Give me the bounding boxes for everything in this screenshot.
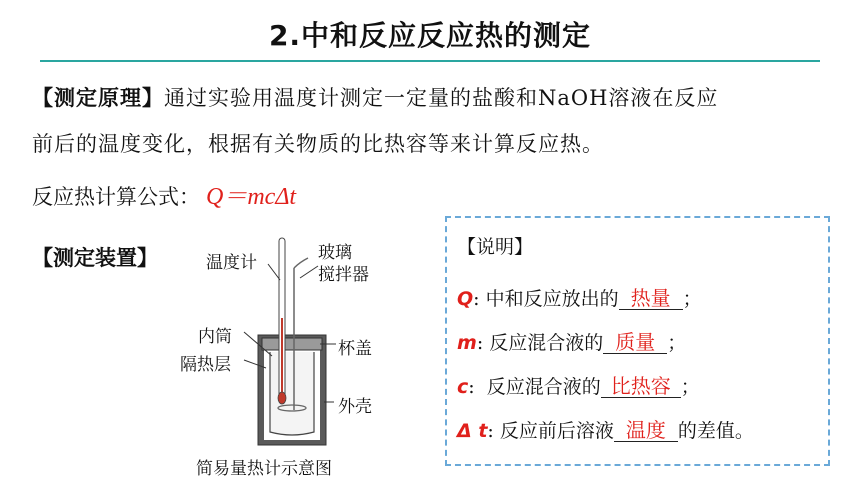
note-tail: 的差值。 bbox=[677, 420, 754, 442]
note-text: : 反应混合液的 bbox=[468, 376, 601, 398]
answer-blank: 温度 bbox=[614, 419, 678, 442]
note-heading: 【说明】 bbox=[457, 236, 534, 258]
principle-heading: 【测定原理】 bbox=[32, 86, 164, 110]
note-tail: ； bbox=[682, 288, 702, 310]
answer-blank: 质量 bbox=[603, 331, 667, 354]
answer-blank: 热量 bbox=[619, 287, 683, 310]
explanation-box bbox=[445, 216, 830, 466]
note-row-q bbox=[457, 284, 702, 311]
note-row-delta-t bbox=[457, 416, 754, 443]
label-thermometer: 温度计 bbox=[206, 253, 257, 273]
answer-blank: 比热容 bbox=[601, 375, 681, 398]
note-tail: ； bbox=[680, 376, 700, 398]
inner-cup bbox=[270, 352, 314, 435]
diagram-caption: 简易量热计示意图 bbox=[196, 459, 332, 479]
note-row-c bbox=[457, 372, 700, 399]
note-text: : 中和反应放出的 bbox=[473, 288, 619, 310]
note-key: Δ t bbox=[457, 420, 488, 442]
note-key: Q bbox=[457, 288, 474, 310]
principle-line-2: 前后的温度变化，根据有关物质的比热容等来计算反应热。 bbox=[32, 132, 604, 156]
apparatus-heading: 【测定装置】 bbox=[32, 246, 158, 270]
formula-expression: Q＝mcΔt bbox=[206, 184, 297, 210]
label-lid: 杯盖 bbox=[338, 339, 372, 359]
label-glass-stirrer: 玻璃 搅拌器 bbox=[318, 243, 369, 285]
label-inner-cup: 内筒 bbox=[198, 327, 232, 347]
note-tail: ； bbox=[667, 332, 687, 354]
label-insulation: 隔热层 bbox=[180, 355, 231, 375]
note-text: : 反应混合液的 bbox=[476, 332, 604, 354]
formula-label: 反应热计算公式： bbox=[32, 185, 200, 209]
note-key: m bbox=[457, 332, 477, 354]
note-key: c bbox=[457, 376, 469, 398]
label-outer-shell: 外壳 bbox=[338, 397, 372, 417]
principle-text-1: 通过实验用温度计测定一定量的盐酸和NaOH溶液在反应 bbox=[164, 86, 719, 110]
note-row-m bbox=[457, 328, 686, 355]
lid bbox=[262, 338, 322, 350]
note-text: : 反应前后溶液 bbox=[487, 420, 614, 442]
page-title: 2.中和反应反应热的测定 bbox=[268, 19, 592, 52]
